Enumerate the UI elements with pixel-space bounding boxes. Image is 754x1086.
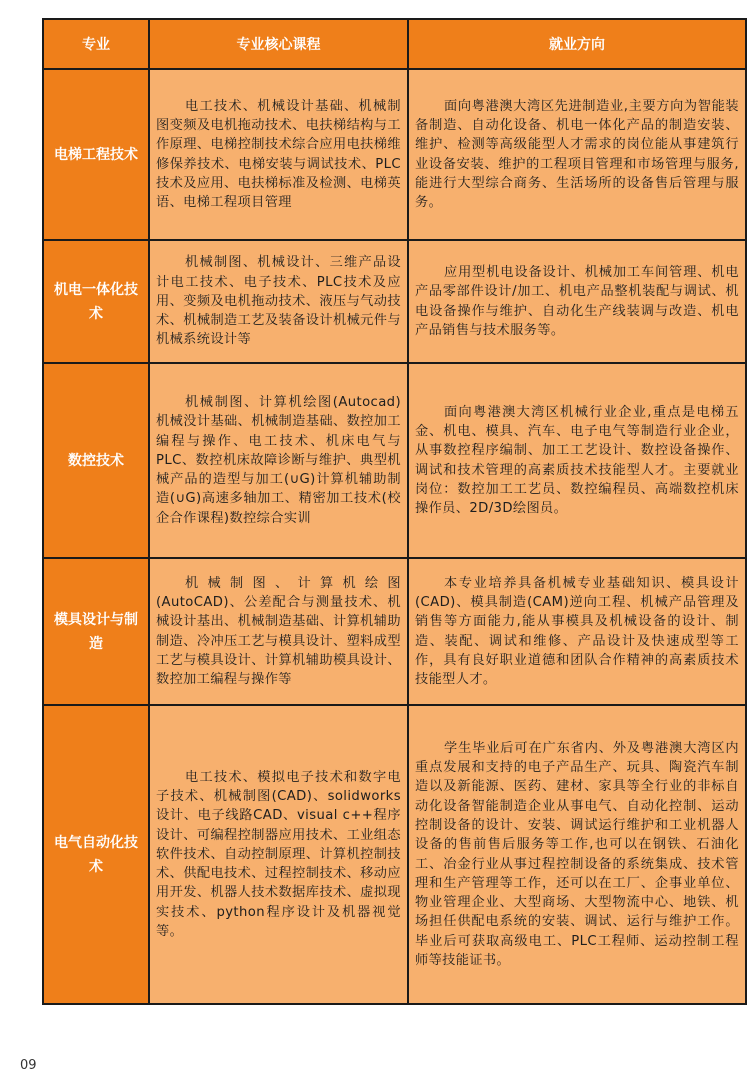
core-courses-text: 机械制图、计算机绘图(Autocad)机械没计基础、机械制造基础、数控加工编程与操作、电工技术、机床电气与PLC、数控机床故障诊断与维护、典型机械产品的造型与加工(∪G)计算机辅助制造(∪G)高速多轴加工、精密加工技术(校企合作课程)数控综合实训 <box>156 394 401 526</box>
career-direction-text: 面向粤港澳大湾区机械行业企业,重点是电梯五金、机电、模具、汽车、电子电气等制造行业企业，从事数控程序编制、加工工艺设计、数控设备操作、调试和技术管理的高素质技术技能型人才。主要就业岗位：数控加工工艺员、数控编程员、高端数控机床操作员、2D/3D绘图员。 <box>415 404 739 517</box>
career-direction <box>409 241 745 362</box>
core-courses <box>150 70 407 239</box>
career-direction <box>409 559 745 704</box>
major-name: 机电一体化技术 <box>44 241 148 362</box>
page-number: 09 <box>20 1058 37 1073</box>
career-direction-text: 应用型机电设备设计、机械加工车间管理、机电产品零部件设计/加工、机电产品整机装配与调试、机电设备操作与维护、自动化生产线装调与改造、机电产品销售与技术服务等。 <box>415 264 739 338</box>
core-courses <box>150 706 407 1003</box>
career-direction-text: 面向粤港澳大湾区先进制造业,主要方向为智能装备制造、自动化设备、机电一体化产品的制造安装、维护、检测等高级能型人才需求的岗位能从事建筑行业设备安装、维护的工程项目管理和市场管理与服务,能进行大型综合商务、生活场所的设备售后管理与服务。 <box>415 98 739 211</box>
core-courses <box>150 241 407 362</box>
header-major: 专业 <box>44 20 148 68</box>
major-name: 数控技术 <box>44 364 148 557</box>
major-name: 电梯工程技术 <box>44 70 148 239</box>
career-direction-text: 本专业培养具备机械专业基础知识、模具设计(CAD)、模具制造(CAM)逆向工程、机械产品管理及销售等方面能力,能从事模具及机械设备的设计、制造、装配、调试和维修、产品设计及快速成型等工作，具有良好职业道德和团队合作精神的高素质技术技能型人才。 <box>415 575 739 688</box>
career-direction <box>409 706 745 1003</box>
core-courses-text: 机械制图、机械设计、三维产品设计电工技术、电子技术、PLC技术及应用、变频及电机拖动技术、液压与气动技术、机械制造工艺及装备设计机械元件与机械系统设计等 <box>156 255 401 348</box>
core-courses-text: 机械制图、计算机绘图(AutoCAD)、公差配合与测量技术、机械设计基出、机械制造基础、计算机辅助制造、冷冲压工艺与模具设计、塑料成型工艺与模具设计、计算机辅助模具设计、数控加工编程与操作等 <box>156 575 401 688</box>
major-name: 模具设计与制造 <box>44 559 148 704</box>
core-courses-text: 电工技术、模拟电子技术和数字电子技术、机械制图(CAD)、solidworks设计、电子线路CAD、visual c++程序设计、可编程控制器应用技术、工业组态软件技术、自动控制原理、计算机控制技术、供配电技术、过程控制技术、移动应用开发、机器人技术数据库技术、虚拟现实技术、python程序设计及机器视觉等。 <box>156 769 401 940</box>
core-courses <box>150 364 407 557</box>
career-direction-text: 学生毕业后可在广东省内、外及粤港澳大湾区内重点发展和支持的电子产品生产、玩具、陶瓷汽车制造以及新能源、医药、建材、家具等全行业的非标自动化设备智能制造企业从事电气、自动化控制、运动控制设备的设计、安装、调试运行维护和工业机器人设备的售前售后服务等工作,也可以在钢铁、石油化工、冶金行业从事过程控制设备的系统集成、技术管理和生产管理等工作，还可以在工厂、企事业单位、物业管理企业、大型商场、大型物流中心、地铁、机场担任供配电系统的安装、调试、运行与维护工作。毕业后可获取高级电工、PLC工程师、运动控制工程师等技能证书。 <box>415 740 739 968</box>
core-courses <box>150 559 407 704</box>
header-courses: 专业核心课程 <box>150 20 407 68</box>
career-direction <box>409 364 745 557</box>
majors-table <box>42 18 747 1005</box>
major-name: 电气自动化技术 <box>44 706 148 1003</box>
career-direction <box>409 70 745 239</box>
header-career: 就业方向 <box>409 20 745 68</box>
core-courses-text: 电工技术、机械设计基础、机械制图变频及电机拖动技术、电扶梯结构与工作原理、电梯控制技术综合应用电扶梯维修保养技术、电梯安装与调试技术、PLC技术及应用、电扶梯标准及检测、电梯英语、电梯工程项目管理 <box>156 98 401 211</box>
